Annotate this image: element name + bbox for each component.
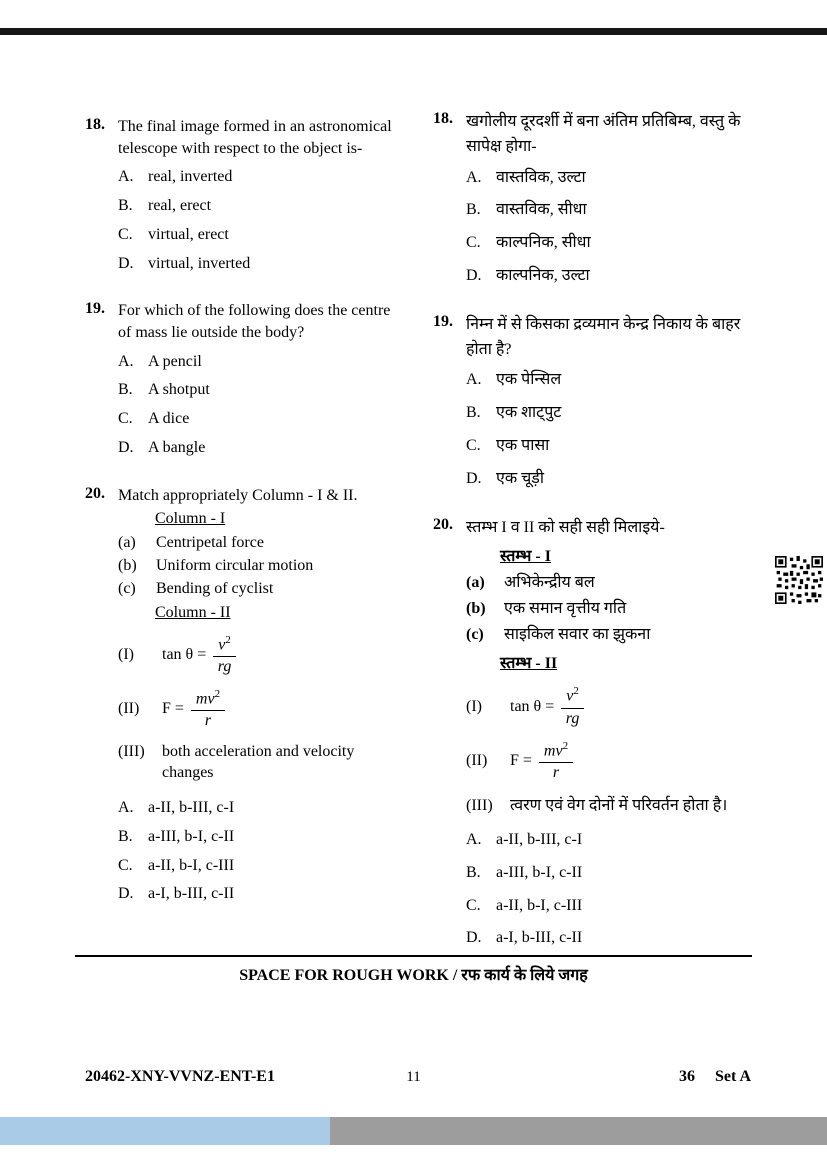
match-label: (a) — [118, 534, 136, 552]
match-text: साइकिल सवार का झुकना — [504, 626, 651, 644]
question-number: 20. — [85, 484, 105, 502]
column-1-heading: Column - I — [155, 510, 226, 528]
formula-label: (I) — [466, 697, 482, 715]
option-text: a-I, b-III, c-II — [496, 929, 583, 947]
option-row — [466, 266, 761, 287]
question-19-en — [85, 300, 400, 458]
option-label: D. — [118, 438, 134, 456]
option-label: C. — [466, 896, 481, 914]
option-label: C. — [118, 225, 133, 243]
qr-code — [775, 556, 823, 604]
formula-I — [466, 685, 761, 727]
option-label: D. — [466, 929, 482, 947]
option-label: C. — [466, 436, 481, 454]
options-list — [433, 370, 761, 489]
denominator: r — [204, 712, 212, 730]
option-text: वास्तविक, सीधा — [496, 201, 587, 219]
match-item — [466, 623, 761, 647]
question-text: निम्न में से किसका द्रव्यमान केन्द्र निकाय के बाहर होता है? — [466, 315, 741, 358]
option-label: D. — [118, 254, 134, 272]
option-row — [466, 469, 761, 490]
option-text: a-III, b-I, c-II — [496, 863, 583, 881]
formula-II — [118, 688, 400, 730]
column-1-heading: स्तम्भ - I — [500, 548, 551, 566]
option-text: A bangle — [148, 438, 206, 456]
option-label: B. — [466, 404, 481, 422]
question-20-hi — [433, 516, 761, 950]
option-label: A. — [466, 168, 482, 186]
options-list — [85, 798, 400, 905]
option-label: A. — [466, 371, 482, 389]
question-18-hi — [433, 110, 761, 287]
option-text: virtual, inverted — [148, 254, 251, 272]
options-list — [433, 830, 761, 949]
option-text: A pencil — [148, 352, 202, 370]
option-text: a-I, b-III, c-II — [148, 885, 235, 903]
option-text: a-II, b-I, c-III — [148, 856, 235, 874]
option-text: virtual, erect — [148, 225, 229, 243]
option-text: real, inverted — [148, 168, 233, 186]
option-row — [118, 352, 400, 373]
option-text: एक चूड़ी — [496, 469, 545, 487]
bottom-bar-blue — [0, 1117, 330, 1145]
option-text: वास्तविक, उल्टा — [496, 168, 586, 186]
match-item — [118, 556, 400, 577]
question-20-en — [85, 485, 400, 905]
option-row — [466, 403, 761, 424]
set-number: 36 — [679, 1068, 695, 1085]
option-text: A dice — [148, 410, 190, 428]
match-item — [118, 579, 400, 600]
option-row — [118, 167, 400, 188]
option-label: D. — [466, 266, 482, 284]
option-label: B. — [466, 863, 481, 881]
formula-I — [118, 634, 400, 676]
denominator: r — [552, 764, 560, 782]
exponent: 2 — [214, 688, 221, 701]
option-row — [118, 798, 400, 819]
option-row — [466, 830, 761, 851]
top-black-bar — [0, 28, 827, 35]
option-label: B. — [118, 196, 133, 214]
question-number: 18. — [433, 110, 453, 127]
match-text: त्वरण एवं वेग दोनों में परिवर्तन होता है। — [510, 797, 728, 815]
option-row — [466, 168, 761, 189]
match-item — [466, 571, 761, 595]
option-label: C. — [118, 856, 133, 874]
option-label: B. — [118, 827, 133, 845]
question-19-hi — [433, 313, 761, 490]
option-label: A. — [118, 798, 134, 816]
match-text: अभिकेन्द्रीय बल — [504, 574, 595, 592]
option-label: D. — [118, 885, 134, 903]
denominator: rg — [565, 709, 580, 727]
column-2-heading: स्तम्भ - II — [500, 655, 558, 673]
english-column — [85, 116, 400, 931]
option-text: a-II, b-III, c-I — [496, 831, 583, 849]
question-number: 18. — [85, 116, 105, 133]
match-label: (c) — [466, 626, 484, 644]
formula-lhs: F = — [162, 700, 184, 718]
match-text: both acceleration and velocity changes — [162, 743, 355, 782]
formula-lhs: tan θ = — [162, 645, 207, 663]
options-list — [85, 167, 400, 274]
match-text: एक समान वृत्तीय गति — [504, 600, 627, 618]
fraction — [191, 688, 225, 730]
question-text: खगोलीय दूरदर्शी में बना अंतिम प्रतिबिम्ब, वस्तु के सापेक्ष होगा- — [466, 113, 741, 155]
exponent: 2 — [573, 685, 579, 698]
option-text: a-III, b-I, c-II — [148, 827, 235, 845]
option-row — [466, 436, 761, 457]
footer-divider-line — [75, 955, 752, 957]
options-list — [433, 168, 761, 287]
match-text: Centripetal force — [156, 534, 264, 552]
fraction — [539, 740, 573, 782]
fraction — [213, 634, 236, 676]
options-list — [85, 352, 400, 459]
column-2-heading: Column - II — [155, 603, 231, 621]
numerator: ν — [218, 636, 226, 654]
formula-label: (II) — [466, 751, 488, 769]
numerator: mν — [195, 690, 215, 708]
option-row — [118, 380, 400, 401]
option-label: B. — [118, 381, 133, 399]
option-text: काल्पनिक, सीधा — [496, 234, 591, 252]
numerator: mν — [543, 742, 563, 760]
option-label: C. — [118, 410, 133, 428]
option-row — [466, 863, 761, 884]
exponent: 2 — [562, 739, 569, 752]
option-text: A shotput — [148, 381, 210, 399]
match-text: Uniform circular motion — [156, 557, 314, 575]
match-label: (III) — [466, 797, 493, 815]
option-label: A. — [466, 831, 482, 849]
formula-II — [466, 740, 761, 782]
option-text: काल्पनिक, उल्टा — [496, 266, 590, 284]
bottom-bar-gray — [330, 1117, 827, 1145]
option-text: real, erect — [148, 196, 212, 214]
option-text: एक पेन्सिल — [496, 371, 562, 389]
match-item — [466, 597, 761, 621]
set-label: Set A — [715, 1068, 751, 1085]
option-row — [118, 254, 400, 275]
hindi-column — [433, 110, 761, 975]
option-row — [466, 200, 761, 221]
set-info — [679, 1068, 751, 1086]
option-label: B. — [466, 201, 481, 219]
question-number: 19. — [85, 300, 105, 318]
question-text: Match appropriately Column - I & II. — [118, 486, 358, 504]
option-row — [118, 225, 400, 246]
question-18-en — [85, 116, 400, 274]
formula-label: (II) — [118, 700, 140, 718]
page-number: 11 — [406, 1069, 421, 1085]
option-row — [466, 370, 761, 391]
formula-lhs: F = — [510, 751, 532, 769]
formula-lhs: tan θ = — [510, 697, 555, 715]
option-row — [118, 827, 400, 848]
option-row — [118, 856, 400, 877]
match-item-III — [466, 794, 761, 818]
paper-code: 20462-XNY-VVNZ-ENT-E1 — [85, 1068, 275, 1085]
match-item — [118, 533, 400, 554]
option-text: a-II, b-III, c-I — [148, 798, 235, 816]
option-text: एक पासा — [496, 436, 550, 454]
question-number: 19. — [433, 312, 453, 330]
question-number: 20. — [433, 515, 453, 533]
option-row — [466, 233, 761, 254]
option-row — [118, 409, 400, 430]
fraction — [561, 685, 584, 727]
numerator: ν — [566, 687, 574, 705]
option-text: a-II, b-I, c-III — [496, 896, 583, 914]
formula-label: (I) — [118, 645, 134, 663]
option-row — [118, 438, 400, 459]
denominator: rg — [217, 658, 232, 676]
question-text: The final image formed in an astronomical telescope with respect to the object is- — [118, 118, 392, 157]
option-row — [466, 896, 761, 917]
match-item-III — [118, 742, 400, 784]
match-label: (a) — [466, 574, 485, 592]
question-text: स्तम्भ I व II को सही सही मिलाइये- — [466, 518, 665, 536]
option-label: C. — [466, 234, 481, 252]
match-label: (c) — [118, 579, 136, 597]
question-text: For which of the following does the centre of mass lie outside the body? — [118, 302, 391, 341]
exponent: 2 — [225, 633, 231, 646]
match-label: (b) — [466, 600, 486, 618]
option-label: D. — [466, 469, 482, 487]
option-row — [118, 196, 400, 217]
option-row — [466, 928, 761, 949]
rough-work-heading: SPACE FOR ROUGH WORK / रफ कार्य के लिये जगह — [239, 967, 588, 984]
option-label: A. — [118, 168, 134, 186]
option-row — [118, 884, 400, 905]
bottom-color-bars — [0, 1117, 827, 1145]
match-label: (b) — [118, 557, 137, 575]
match-text: Bending of cyclist — [156, 579, 274, 597]
match-label: (III) — [118, 743, 145, 761]
option-label: A. — [118, 352, 134, 370]
option-text: एक शाट्पुट — [496, 404, 562, 422]
